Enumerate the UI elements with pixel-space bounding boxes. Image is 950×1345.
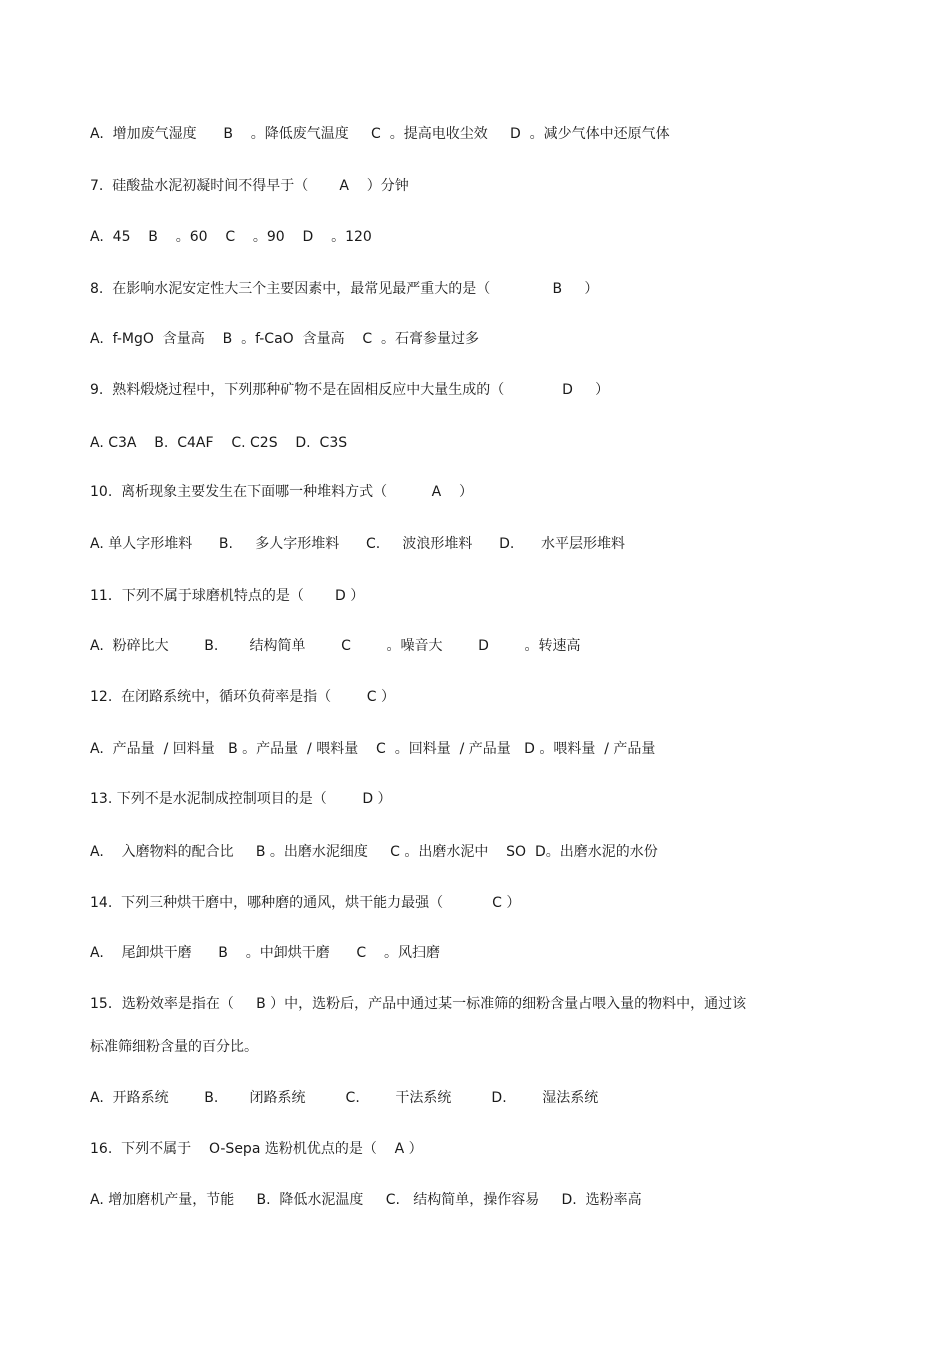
question-11: 11．下列不属于球磨机特点的是（ D ）	[90, 588, 365, 604]
question-15: 15．选粉效率是指在（ B ）中，选粉后，产品中通过某一标准筛的细粉含量占喂入量的物料中，通过该	[90, 996, 747, 1012]
answer-options-7: A. 45 B 。60 C 。90 D 。120	[90, 229, 372, 245]
answer-options-15: A. 开路系统 B. 闭路系统 C. 干法系统 D. 湿法系统	[90, 1090, 599, 1106]
question-12: 12. 在闭路系统中，循环负荷率是指（ C ）	[90, 689, 395, 705]
question-16: 16. 下列不属于 O-Sepa 选粉机优点的是（ A ）	[90, 1141, 423, 1157]
question-15-continued: 标准筛细粉含量的百分比。	[90, 1039, 258, 1055]
answer-options-11: A. 粉碎比大 B. 结构简单 C 。噪音大 D 。转速高	[90, 638, 581, 654]
question-14: 14. 下列三种烘干磨中，哪种磨的通风，烘干能力最强（ C ）	[90, 895, 521, 911]
question-13: 13. 下列不是水泥制成控制项目的是（ D ）	[90, 791, 392, 807]
question-8: 8. 在影响水泥安定性大三个主要因素中，最常见最严重大的是（ B ）	[90, 281, 599, 297]
question-9: 9. 熟料煅烧过程中，下列那种矿物不是在固相反应中大量生成的（ D ）	[90, 382, 610, 398]
answer-options-8: A. f-MgO 含量高 B 。f-CaO 含量高 C 。石膏参量过多	[90, 331, 480, 347]
answer-options-16: A. 增加磨机产量，节能 B. 降低水泥温度 C. 结构简单，操作容易 D. 选粉率高	[90, 1192, 642, 1208]
answer-options-13: A. 入磨物料的配合比 B 。出磨水泥细度 C 。出磨水泥中 SO D。出磨水泥的水份	[90, 844, 658, 860]
question-7: 7. 硅酸盐水泥初凝时间不得早于（ A ）分钟	[90, 178, 409, 194]
answer-options-14: A. 尾卸烘干磨 B 。中卸烘干磨 C 。风扫磨	[90, 945, 440, 961]
answer-options-9: A. C3A B. C4AF C. C2S D. C3S	[90, 435, 348, 451]
answer-options-10: A. 单人字形堆料 B. 多人字形堆料 C. 波浪形堆料 D. 水平层形堆料	[90, 536, 626, 552]
answer-options-12: A. 产品量 / 回料量 B 。产品量 / 喂料量 C 。回料量 / 产品量 D 。喂料量 / 产品量	[90, 741, 656, 757]
question-10: 10. 离析现象主要发生在下面哪一种堆料方式（ A ）	[90, 484, 474, 500]
answer-options-6: A. 增加废气湿度 B 。降低废气温度 C 。提高电收尘效 D 。减少气体中还原气体	[90, 126, 670, 142]
